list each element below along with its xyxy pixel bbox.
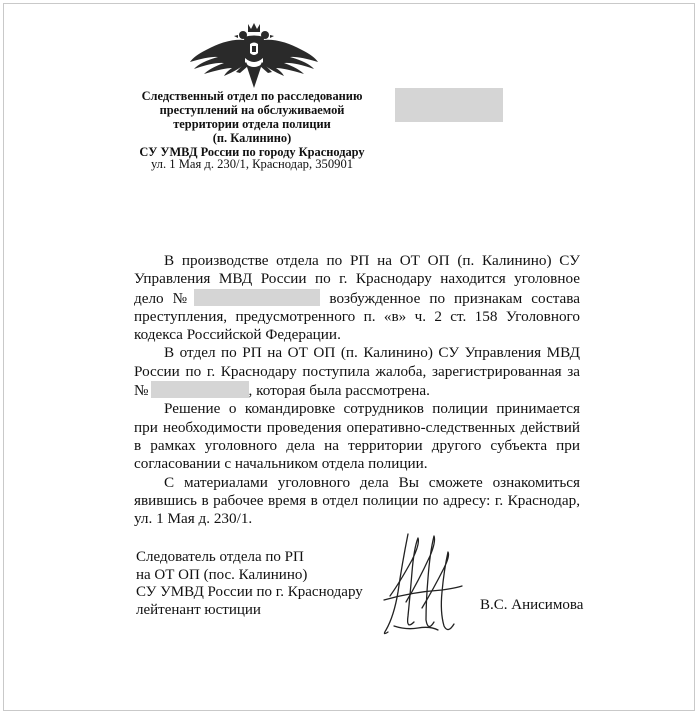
signatory-line: лейтенант юстиции [136,601,261,618]
org-name-line: преступлений на обслуживаемой [159,103,345,117]
signatory-line: на ОТ ОП (пос. Калинино) [136,566,308,583]
signatory-line: СУ УМВД России по г. Краснодару [136,584,363,600]
org-name-line: (п. Калинино) [212,131,292,145]
paragraph-case-info [134,252,580,344]
paragraph-complaint [134,344,580,400]
case-number-redaction [194,289,320,306]
paragraph-text: , которая была рассмотрена. [248,382,430,400]
recipient-redaction [395,88,503,122]
signatory-title [136,549,406,619]
org-name-line: территории отдела полиции [173,117,331,131]
signatory-line: Следователь отдела по РП [136,549,304,565]
paragraph-case-materials: С материалами уголовного дела Вы сможете ознакомиться явившись в рабочее время в отдел полиции по адресу: г. Краснодар, ул. 1 Мая д. 230/1. [134,473,580,528]
paragraph-text: В отдел по РП на ОТ ОП (п. Калинино) СУ Управления МВД России по г. Краснодару поступила жалоба, зарегистрированная за № [134,344,580,400]
complaint-number-redaction [151,381,249,398]
paragraph-text: В производстве отдела по РП на ОТ ОП (п. Калинино) СУ Управления МВД России по г. Краснодару находится уголовное дело № [134,252,580,307]
signer-name: В.С. Анисимова [480,597,584,613]
paragraph-travel-decision: Решение о командировке сотрудников полиции принимается при необходимости проведения оперативно-следственных действий в рамках уголовного дела на территории другого субъекта при согласовании с начальником отдела полиции. [134,400,580,473]
issuing-authority-header [134,89,370,159]
org-name-line: СУ УМВД России по городу Краснодару [139,145,365,159]
org-address: ул. 1 Мая д. 230/1, Краснодар, 350901 [150,157,354,171]
letter-body [134,252,580,528]
paragraph-text: возбужденное по признакам состава преступления, предусмотренного п. «в» ч. 2 ст. 158 Уголовного кодекса Российской Федерации. [134,289,581,344]
handwritten-signature [378,530,466,638]
double-headed-eagle-emblem-icon [188,22,320,90]
org-name-line: Следственный отдел по расследованию [141,89,363,103]
